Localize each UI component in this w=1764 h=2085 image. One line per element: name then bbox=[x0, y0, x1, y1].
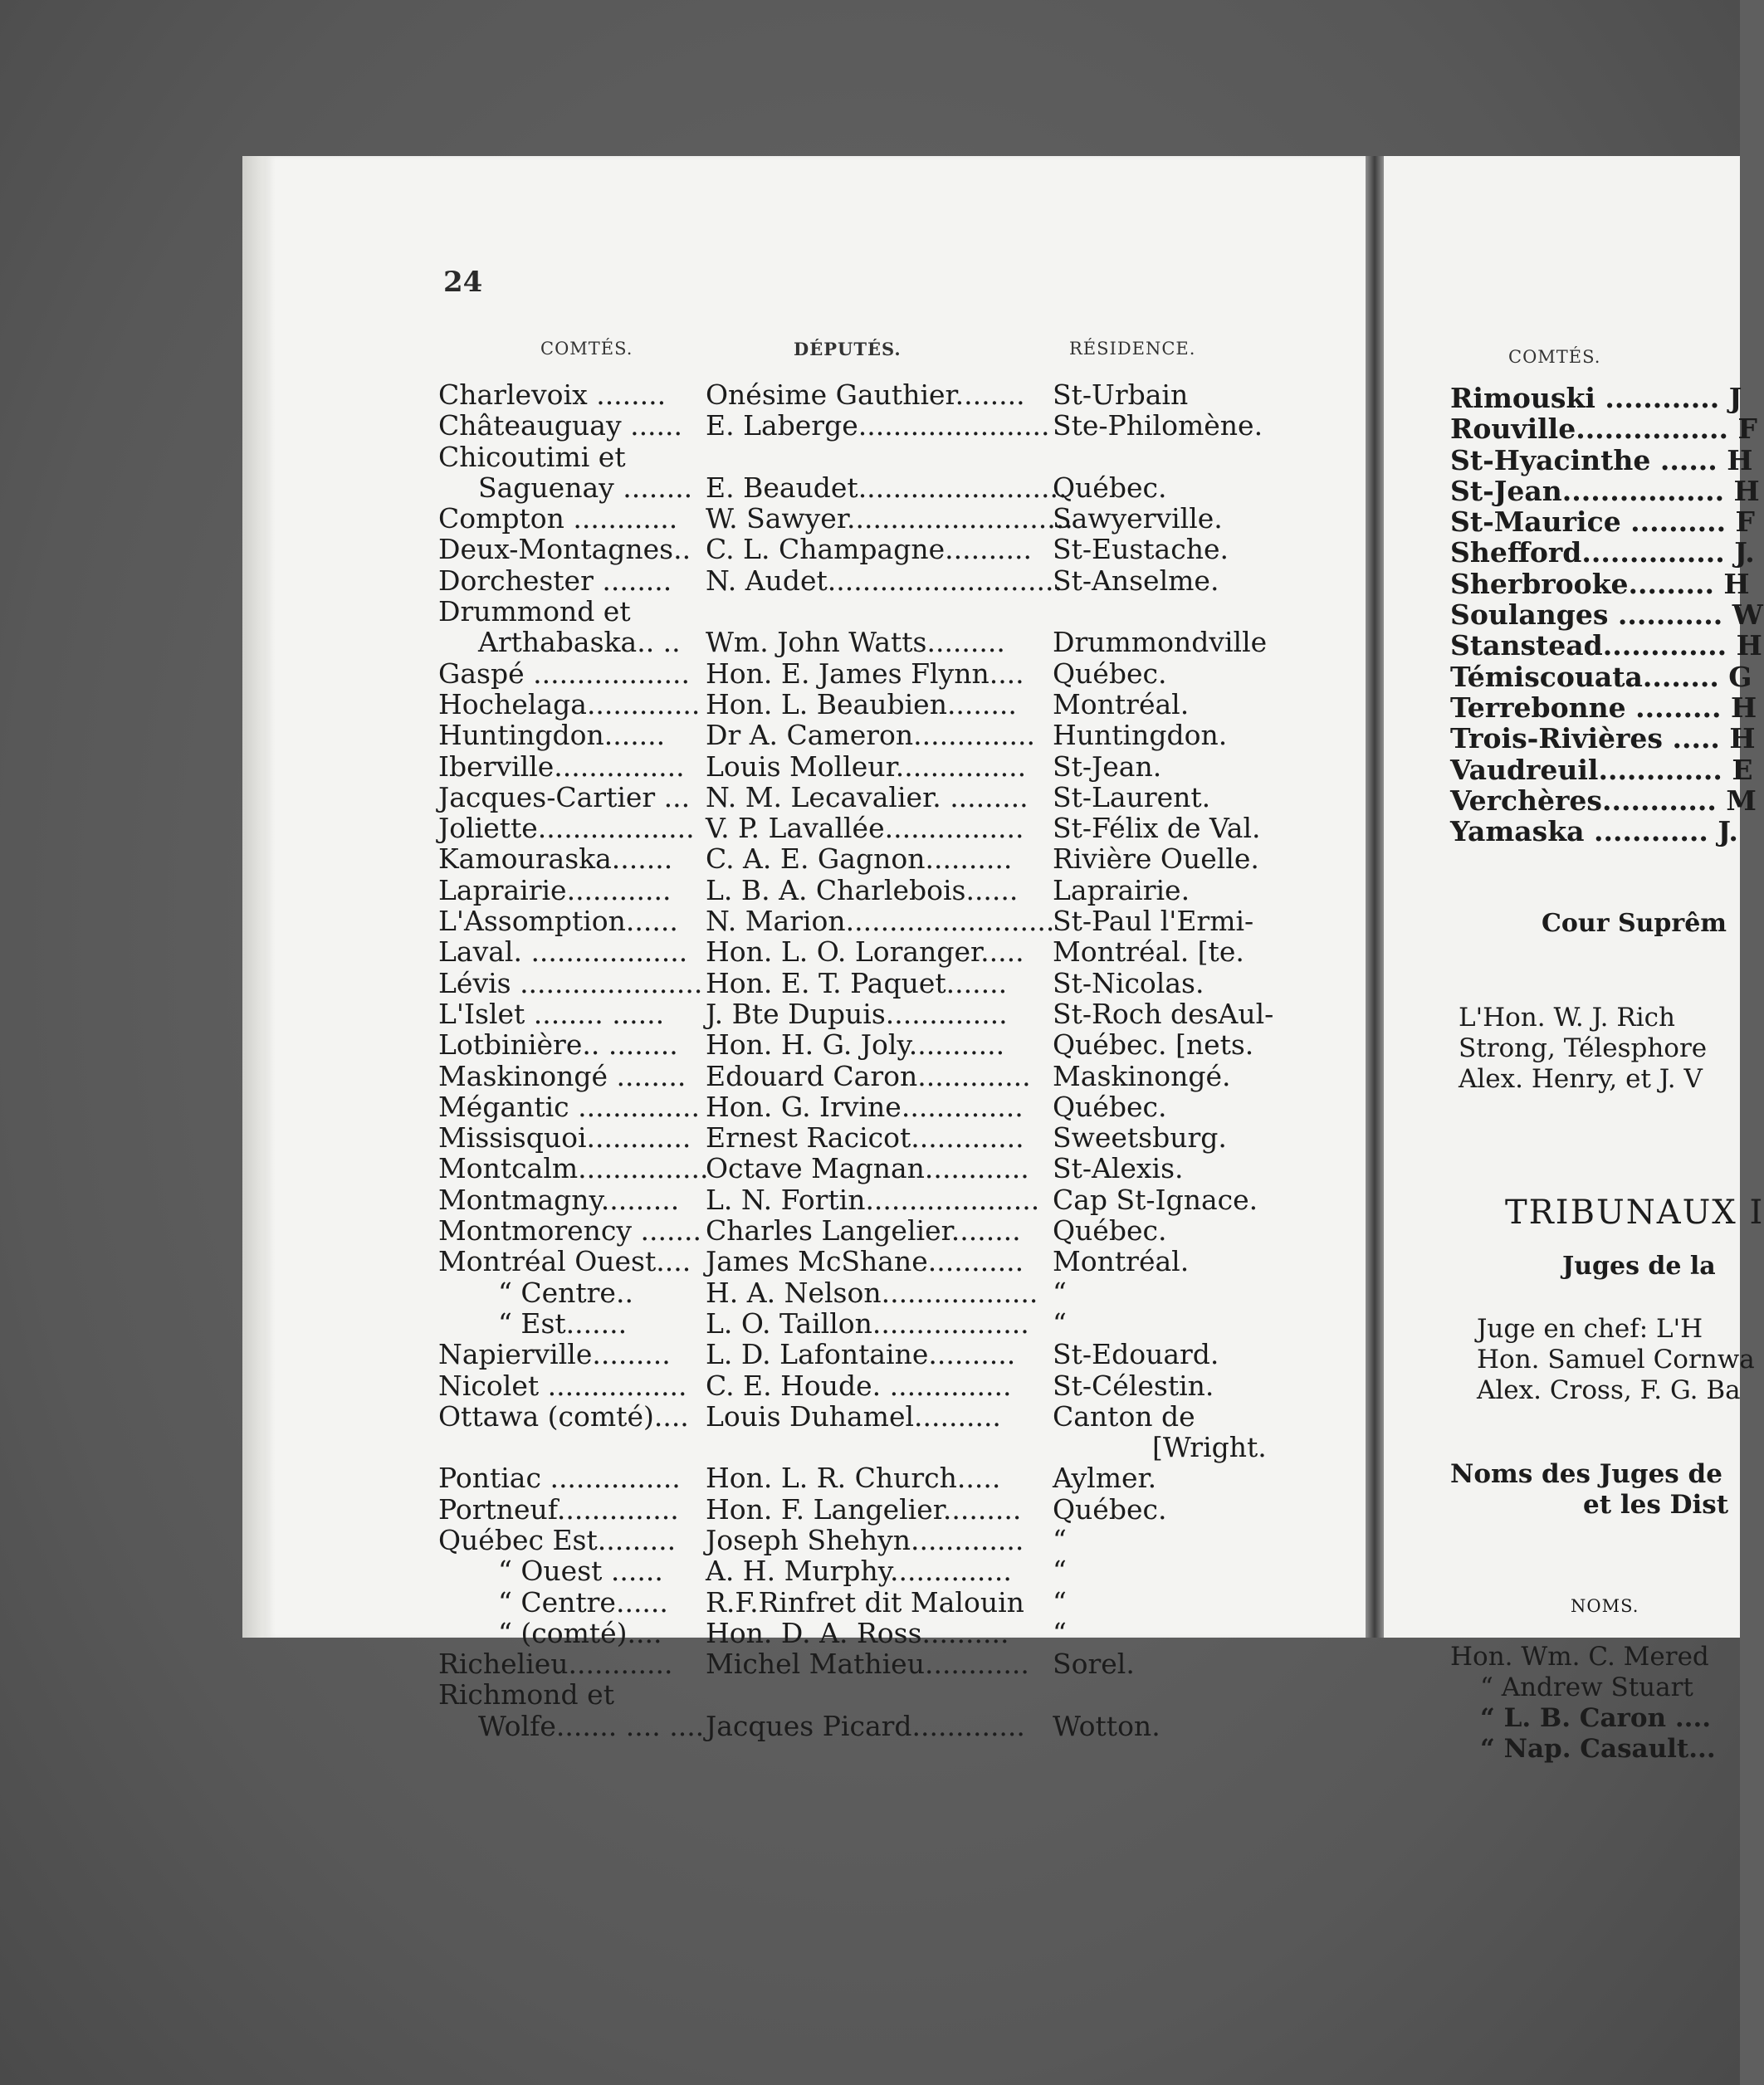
depute-cell: Louis Duhamel.......... bbox=[706, 1399, 1001, 1433]
depute-cell: Hon. G. Irvine.............. bbox=[706, 1090, 1024, 1123]
residence-cell: Drummondville bbox=[1053, 626, 1268, 659]
table-row bbox=[438, 1462, 1335, 1495]
list-item: Rouville................ F bbox=[1450, 413, 1757, 446]
depute-cell: Michel Mathieu............ bbox=[706, 1648, 1029, 1681]
right-header-comtes: COMTÉS. bbox=[1508, 347, 1601, 367]
table-row bbox=[438, 719, 1335, 750]
list-item: Sherbrooke......... H bbox=[1450, 567, 1750, 600]
depute-cell: R.F.Rinfret dit Malouin bbox=[706, 1585, 1024, 1619]
table-row bbox=[438, 750, 1335, 781]
depute-cell: A. H. Murphy.............. bbox=[706, 1555, 1012, 1588]
text-line: L'Hon. W. J. Rich bbox=[1459, 1003, 1675, 1033]
depute-cell: C. E. Houde. .............. bbox=[706, 1369, 1012, 1402]
text-line: et les Dist bbox=[1583, 1490, 1729, 1520]
cour-supreme-title: Cour Suprêm bbox=[1542, 909, 1727, 938]
depute-cell: E. Laberge...................... bbox=[706, 409, 1050, 442]
depute-cell: N. M. Lecavalier. ......... bbox=[706, 780, 1029, 813]
table-row bbox=[438, 1091, 1335, 1121]
comte-cell: Deux-Montagnes.. bbox=[438, 533, 691, 566]
text-line: “ Nap. Casault... bbox=[1480, 1734, 1716, 1764]
residence-cell: Québec. bbox=[1053, 1090, 1167, 1123]
residence-cell: Rivière Ouelle. bbox=[1053, 842, 1259, 876]
table-row bbox=[438, 1152, 1335, 1183]
depute-cell: James McShane........... bbox=[706, 1245, 1024, 1278]
residence-cell: St-Anselme. bbox=[1053, 564, 1219, 597]
comte-cell: Missisquoi............ bbox=[438, 1121, 691, 1155]
depute-cell: Dr A. Cameron.............. bbox=[706, 719, 1036, 752]
text-line: Alex. Henry, et J. V bbox=[1459, 1064, 1703, 1094]
residence-cell: Montréal. [te. bbox=[1053, 935, 1244, 969]
comte-cell: Mégantic .............. bbox=[438, 1090, 701, 1123]
depute-cell: Octave Magnan............ bbox=[706, 1152, 1029, 1185]
list-item: Vaudreuil............. E bbox=[1450, 753, 1753, 786]
page-number: 24 bbox=[443, 266, 483, 299]
list-item: St-Hyacinthe ...... H bbox=[1450, 443, 1753, 476]
residence-cell: Sweetsburg. bbox=[1053, 1121, 1227, 1155]
list-item: Yamaska ............ J. bbox=[1450, 815, 1738, 848]
comte-cell: Gaspé .................. bbox=[438, 657, 690, 690]
comte-cell: Huntingdon....... bbox=[438, 719, 666, 752]
deputes-table bbox=[438, 378, 1335, 1741]
depute-cell: Hon. L. R. Church..... bbox=[706, 1462, 1001, 1495]
residence-cell: St-Nicolas. bbox=[1053, 966, 1205, 999]
comte-cell: Montmagny......... bbox=[438, 1183, 680, 1216]
residence-cell: St-Paul l'Ermi- bbox=[1053, 905, 1254, 938]
list-item: Terrebonne ......... H bbox=[1450, 691, 1757, 724]
residence-cell: [Wright. bbox=[1152, 1431, 1267, 1464]
book-gutter bbox=[1366, 156, 1384, 1638]
residence-cell: Québec. bbox=[1053, 657, 1167, 690]
depute-cell: Hon. H. G. Joly........... bbox=[706, 1028, 1005, 1062]
table-row bbox=[438, 1586, 1335, 1617]
table-row bbox=[438, 657, 1335, 688]
depute-cell: L. O. Taillon.................. bbox=[706, 1306, 1029, 1340]
table-row bbox=[438, 1121, 1335, 1155]
comte-cell: Wolfe....... .... .... bbox=[478, 1709, 705, 1742]
residence-cell: Aylmer. bbox=[1053, 1462, 1157, 1495]
comte-cell: Laprairie............ bbox=[438, 873, 672, 906]
table-row bbox=[438, 409, 1335, 440]
depute-cell: L. B. A. Charlebois...... bbox=[706, 873, 1019, 906]
depute-cell: V. P. Lavallée................ bbox=[706, 812, 1024, 845]
comte-cell: Laval. .................. bbox=[438, 935, 688, 969]
depute-cell: E. Beaudet........................ bbox=[706, 471, 1068, 504]
depute-cell: C. L. Champagne.......... bbox=[706, 533, 1033, 566]
depute-cell: Hon. D. A. Ross.......... bbox=[706, 1616, 1009, 1649]
table-row bbox=[438, 842, 1335, 876]
residence-cell: Cap St-Ignace. bbox=[1053, 1183, 1258, 1216]
table-row bbox=[438, 1678, 1335, 1709]
text-line: Noms des Juges de bbox=[1450, 1459, 1722, 1489]
table-row bbox=[438, 935, 1335, 969]
residence-cell: St-Célestin. bbox=[1053, 1369, 1214, 1402]
table-row bbox=[438, 502, 1335, 533]
table-row bbox=[438, 688, 1335, 719]
residence-cell: Canton de bbox=[1053, 1399, 1195, 1433]
comte-cell: Iberville............... bbox=[438, 750, 685, 783]
depute-cell: W. Sawyer.......................... bbox=[706, 502, 1073, 535]
table-row bbox=[438, 564, 1335, 595]
comte-cell: Portneuf.............. bbox=[438, 1492, 679, 1526]
table-row bbox=[438, 1060, 1335, 1091]
residence-cell: Québec. bbox=[1053, 1214, 1167, 1248]
table-row bbox=[438, 595, 1335, 626]
left-page bbox=[242, 156, 1377, 1742]
comte-cell: “ Ouest ...... bbox=[498, 1555, 663, 1588]
comte-cell: Drummond et bbox=[438, 595, 631, 628]
residence-cell: Sawyerville. bbox=[1053, 502, 1223, 535]
depute-cell: Joseph Shehyn............. bbox=[706, 1523, 1024, 1556]
residence-cell: St-Alexis. bbox=[1053, 1152, 1184, 1185]
residence-cell: Maskinongé. bbox=[1053, 1059, 1231, 1092]
list-item: Stanstead............. H bbox=[1450, 629, 1762, 662]
comte-cell: Pontiac ............... bbox=[438, 1462, 681, 1495]
table-row bbox=[438, 1431, 1335, 1462]
table-row bbox=[438, 1028, 1335, 1062]
text-line: Strong, Télesphore bbox=[1459, 1033, 1708, 1063]
comte-cell: “ Centre.. bbox=[498, 1276, 633, 1309]
depute-cell: Hon. E. T. Paquet....... bbox=[706, 966, 1008, 999]
comte-cell: Lotbinière.. ........ bbox=[438, 1028, 678, 1062]
table-row bbox=[438, 626, 1335, 657]
depute-cell: N. Audet........................... bbox=[706, 564, 1063, 597]
list-item: St-Maurice .......... F bbox=[1450, 505, 1755, 539]
comte-cell: L'Assomption...... bbox=[438, 905, 678, 938]
table-row bbox=[438, 1245, 1335, 1276]
depute-cell: Wm. John Watts......... bbox=[706, 626, 1005, 659]
residence-cell: “ bbox=[1053, 1523, 1067, 1556]
comte-cell: Châteauguay ...... bbox=[438, 409, 683, 442]
residence-cell: Québec. bbox=[1053, 1492, 1167, 1526]
comte-cell: Napierville......... bbox=[438, 1338, 671, 1371]
depute-cell: Edouard Caron............. bbox=[706, 1059, 1031, 1092]
residence-cell: “ bbox=[1053, 1585, 1067, 1619]
comte-cell: Nicolet ................ bbox=[438, 1369, 687, 1402]
residence-cell: Laprairie. bbox=[1053, 873, 1190, 906]
page-edge bbox=[242, 156, 276, 1638]
depute-cell: Hon. L. O. Loranger..... bbox=[706, 935, 1024, 969]
text-line: Juge en chef: L'H bbox=[1477, 1314, 1703, 1344]
list-item: Soulanges ........... W bbox=[1450, 598, 1763, 632]
depute-cell: Hon. F. Langelier......... bbox=[706, 1492, 1022, 1526]
table-row bbox=[438, 812, 1335, 845]
table-row bbox=[438, 441, 1335, 471]
residence-cell: Québec. bbox=[1053, 471, 1167, 504]
comte-cell: Chicoutimi et bbox=[438, 440, 626, 473]
residence-cell: Ste-Philomène. bbox=[1053, 409, 1263, 442]
residence-cell: Sorel. bbox=[1053, 1648, 1135, 1681]
comte-cell: Dorchester ........ bbox=[438, 564, 672, 597]
table-row bbox=[438, 1338, 1335, 1369]
comte-cell: “ Est....... bbox=[498, 1306, 628, 1340]
table-row bbox=[438, 905, 1335, 938]
comte-cell: L'Islet ........ ...... bbox=[438, 997, 665, 1030]
list-item: Témiscouata........ G bbox=[1450, 660, 1752, 693]
table-row bbox=[438, 1524, 1335, 1555]
comte-cell: Maskinongé ........ bbox=[438, 1059, 687, 1092]
table-row bbox=[438, 967, 1335, 998]
table-row bbox=[438, 1555, 1335, 1588]
table-row bbox=[438, 471, 1335, 502]
comte-cell: Montcalm............... bbox=[438, 1152, 709, 1185]
comte-cell: Charlevoix ........ bbox=[438, 378, 667, 411]
depute-cell: Jacques Picard............. bbox=[706, 1709, 1025, 1742]
noms-list bbox=[1450, 1642, 1716, 1765]
right-page bbox=[1384, 156, 1764, 1764]
residence-cell: Montréal. bbox=[1053, 1245, 1190, 1278]
comte-cell: Montmorency ....... bbox=[438, 1214, 701, 1248]
residence-cell: St-Félix de Val. bbox=[1053, 812, 1261, 845]
residence-cell: St-Roch desAul- bbox=[1053, 997, 1274, 1030]
residence-cell: St-Laurent. bbox=[1053, 780, 1211, 813]
depute-cell: Onésime Gauthier........ bbox=[706, 378, 1025, 411]
comte-cell: “ (comté).... bbox=[498, 1616, 662, 1649]
table-row bbox=[438, 1617, 1335, 1648]
table-row bbox=[438, 1307, 1335, 1338]
comte-cell: “ Centre...... bbox=[498, 1585, 668, 1619]
table-row bbox=[438, 533, 1335, 564]
residence-cell: “ bbox=[1053, 1555, 1067, 1588]
table-row bbox=[438, 1400, 1335, 1431]
table-row bbox=[438, 1710, 1335, 1741]
cour-supreme-text bbox=[1459, 1003, 1707, 1095]
juges-text bbox=[1477, 1314, 1755, 1406]
residence-cell: Montréal. bbox=[1053, 687, 1190, 720]
text-line: Hon. Wm. C. Mered bbox=[1450, 1642, 1709, 1672]
table-row bbox=[438, 1184, 1335, 1214]
depute-cell: J. Bte Dupuis.............. bbox=[706, 997, 1008, 1030]
residence-cell: St-Jean. bbox=[1053, 750, 1162, 783]
comte-cell: Arthabaska.. .. bbox=[478, 626, 681, 659]
list-item: Shefford............... J. bbox=[1450, 536, 1755, 569]
depute-cell: Hon. E. James Flynn.... bbox=[706, 657, 1024, 690]
depute-cell: Hon. L. Beaubien........ bbox=[706, 687, 1017, 720]
table-row bbox=[438, 998, 1335, 1028]
table-row bbox=[438, 1648, 1335, 1681]
text-line: Hon. Samuel Cornwa bbox=[1477, 1345, 1755, 1375]
comte-cell: Richmond et bbox=[438, 1678, 614, 1711]
text-line: Alex. Cross, F. G. Ba bbox=[1477, 1375, 1741, 1405]
comte-cell: Québec Est......... bbox=[438, 1523, 677, 1556]
juges-title: Juges de la bbox=[1562, 1252, 1716, 1281]
residence-cell: “ bbox=[1053, 1276, 1067, 1309]
list-item: Trois-Rivières ..... H bbox=[1450, 722, 1756, 755]
comte-cell: Ottawa (comté).... bbox=[438, 1399, 689, 1433]
noms-header: NOMS. bbox=[1571, 1596, 1639, 1616]
table-row bbox=[438, 1214, 1335, 1248]
depute-cell: Charles Langelier........ bbox=[706, 1214, 1021, 1248]
table-row bbox=[438, 1370, 1335, 1400]
comte-cell: Joliette.................. bbox=[438, 812, 695, 845]
depute-cell: L. N. Fortin.................... bbox=[706, 1183, 1040, 1216]
table-row bbox=[438, 1277, 1335, 1307]
comte-cell: Richelieu............ bbox=[438, 1648, 673, 1681]
residence-cell: St-Edouard. bbox=[1053, 1338, 1219, 1371]
residence-cell: Québec. [nets. bbox=[1053, 1028, 1254, 1062]
depute-cell: L. D. Lafontaine.......... bbox=[706, 1338, 1016, 1371]
depute-cell: C. A. E. Gagnon.......... bbox=[706, 842, 1013, 876]
depute-cell: H. A. Nelson.................. bbox=[706, 1276, 1038, 1309]
residence-cell: “ bbox=[1053, 1616, 1067, 1649]
right-comtes-list bbox=[1450, 382, 1763, 846]
header-residence: RÉSIDENCE. bbox=[1069, 339, 1196, 359]
comte-cell: Saguenay ........ bbox=[478, 471, 693, 504]
header-comtes: COMTÉS. bbox=[540, 339, 633, 359]
list-item: Verchères............ M bbox=[1450, 784, 1757, 817]
depute-cell: Louis Molleur............... bbox=[706, 750, 1027, 783]
text-line: “ L. B. Caron .... bbox=[1480, 1703, 1712, 1733]
residence-cell: Wotton. bbox=[1053, 1709, 1161, 1742]
comte-cell: Compton ............ bbox=[438, 502, 678, 535]
header-deputes: DÉPUTÉS. bbox=[794, 339, 902, 359]
residence-cell: St-Eustache. bbox=[1053, 533, 1229, 566]
noms-des-juges-title bbox=[1450, 1459, 1728, 1521]
residence-cell: St-Urbain bbox=[1053, 378, 1189, 411]
tribunaux-title: TRIBUNAUX I bbox=[1505, 1194, 1764, 1232]
list-item: St-Jean................. H bbox=[1450, 474, 1760, 507]
table-row bbox=[438, 378, 1335, 409]
comte-cell: Lévis ..................... bbox=[438, 966, 703, 999]
comte-cell: Hochelaga............. bbox=[438, 687, 701, 720]
depute-cell: Ernest Racicot............. bbox=[706, 1121, 1024, 1155]
depute-cell: N. Marion........................ bbox=[706, 905, 1055, 938]
comte-cell: Kamouraska....... bbox=[438, 842, 673, 876]
table-row bbox=[438, 874, 1335, 905]
residence-cell: Huntingdon. bbox=[1053, 719, 1228, 752]
comte-cell: Montréal Ouest.... bbox=[438, 1245, 691, 1278]
residence-cell: “ bbox=[1053, 1306, 1067, 1340]
table-row bbox=[438, 1493, 1335, 1524]
comte-cell: Jacques-Cartier ... bbox=[438, 780, 691, 813]
list-item: Rimouski ............ J bbox=[1450, 382, 1742, 414]
text-line: “ Andrew Stuart bbox=[1480, 1672, 1693, 1702]
table-row bbox=[438, 781, 1335, 812]
